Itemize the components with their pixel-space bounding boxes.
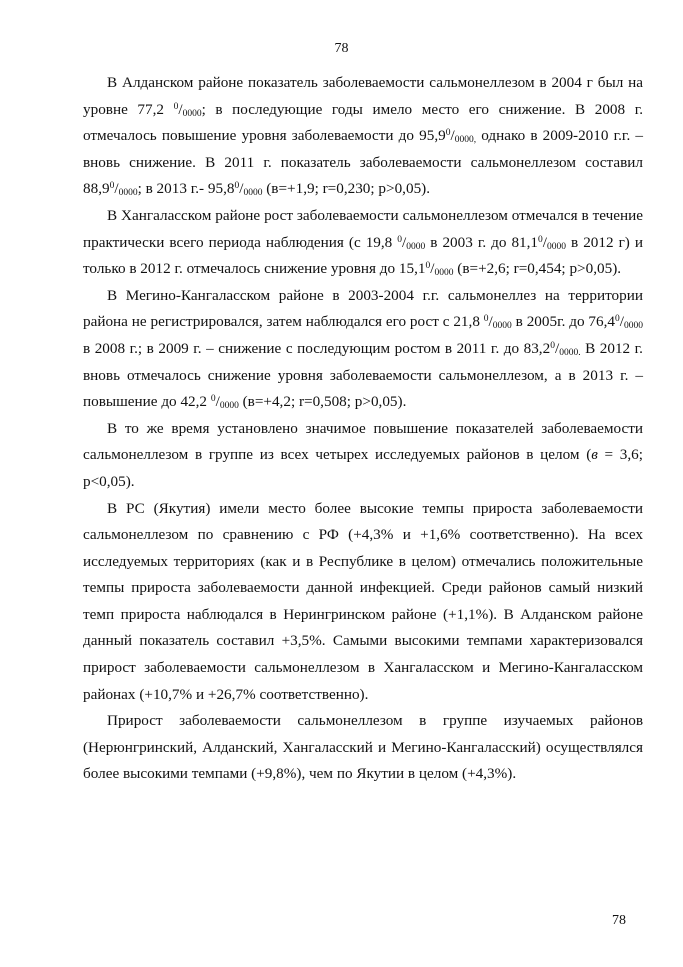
unit-sub: 0000 — [243, 188, 263, 199]
unit-sup: 0 — [615, 314, 620, 325]
unit-sup: 0 — [173, 101, 179, 112]
unit-sub: 0000 — [624, 321, 643, 332]
page-number-bottom: 78 — [612, 913, 626, 928]
page-number-top: 78 — [334, 41, 349, 56]
unit-sup: 0 — [445, 128, 451, 139]
text-run: однако в 2009-2010 г.г. – вновь снижение. В 2011 г. показатель заболеваемости сальмонеллезом составил 88,9 — [83, 127, 643, 198]
unit-sup: 0 — [425, 261, 431, 272]
paragraph-group-significance — [83, 416, 643, 496]
paragraph-khangalas: В Хангаласском районе рост заболеваемости сальмонеллезом отмечался в течение практически всего периода наблюдения (с 19,8 $^0/_{0000}$ в 2003 г. до $81,1^0/_{0000}$ в 2012 г) и только в 2012 г. отмечалось снижение уровня до $15,1^0/_{0000}$ (в=+2,6; r=0,454; p>0,05). — [83, 206, 643, 279]
unit-sup: 0 — [397, 234, 403, 245]
unit-sup: 0 — [210, 394, 216, 405]
unit-sub: 0000 — [118, 188, 138, 199]
text-run: ; в 2013 г.- 95,8 — [137, 180, 235, 198]
text-run: В 2012 г. вновь отмечалось снижение уровня заболеваемости сальмонеллезом, а в 2013 г. – повышение до 42,2 — [83, 339, 643, 411]
text-run: (в=+2,6; r=0,454; p>0,05). — [453, 260, 622, 278]
paragraph-growth-rates: В РС (Якутия) имели место более высокие темпы прироста заболеваемости сальмонеллезом по сравнению с РФ (+4,3% и +1,6% соответственно). На всех исследуемых территориях (как и в Республике в целом) отмечались положительные темпы прироста заболеваемости данной инфекцией. Среди районов самый низкий темп прироста наблюдался в Нерингринском районе (+1,1%). В Алданском районе данный показатель составил +3,5%. Самыми высокими темпами характеризовался прирост заболеваемости сальмонеллезом в Хангаласском и Мегино-Кангаласском районах (+10,7% и +26,7% соответственно). — [83, 499, 643, 703]
unit-sup: 0 — [109, 181, 115, 192]
text-run: (в=+1,9; r=0,230; p>0,05). — [262, 180, 431, 198]
text-run: (в=+4,2; r=0,508; p>0,05). — [238, 393, 407, 411]
paragraph-group-growth: Прирост заболеваемости сальмонеллезом в группе изучаемых районов (Нерюнгринский, Алданский, Хангаласский и Мегино-Кангаласский) осуществлялся более высокими темпами (+9,8%), чем по Якутии в целом (+4,3%). — [83, 712, 643, 783]
unit-sup: 0 — [550, 340, 555, 351]
text-run: в 2008 г.; в 2009 г. – снижение с последующим ростом в 2011 г. до 83,2 — [83, 339, 551, 357]
text-run: В то же время установлено значимое повышение показателей заболеваемости сальмонеллезом в группе из всех четырех исследуемых районов в целом ( — [83, 419, 643, 464]
text-run: В Мегино-Кангаласском районе в 2003-2004 г.г. сальмонеллез на территории района не регистрировался, затем наблюдался его рост с 21,8 — [83, 286, 643, 331]
paragraph-aldan: В Алданском районе показатель заболеваемости сальмонеллезом в 2004 г был на уровне 77,2 $^0/_{0000}$; в последующие годы имело место его снижение. В 2008 г. отмечалось повышение уровня заболеваемости до $95,9^0/_{0000,}$ однако в 2009-2010 г.г. – вновь снижение. В 2011 г. показатель заболеваемости сальмонеллезом составил $88,9^0/_{0000}$; в 2013 г.- $95,8^0/_{0000}$ (в=+1,9; r=0,230; p>0,05). — [83, 74, 644, 199]
paragraph-megino-kangalas: В Мегино-Кангаласском районе в 2003-2004 г.г. сальмонеллез на территории района не регистрировался, затем наблюдался его рост с 21,8 $^0/_{0000}$ в 2005г. до $76,4^0/_{0000}$ в 2008 г.; в 2009 г. – снижение с последующим ростом в 2011 г. до $83,2^0/_{0000.}$ В 2012 г. вновь отмечалось снижение уровня заболеваемости сальмонеллезом, а в 2013 г. – повышение до 42,2 $^0/_{0000}$ (в=+4,2; r=0,508; p>0,05). — [83, 286, 643, 412]
unit-sub: 0000 — [434, 268, 454, 279]
unit-sub: 0000 — [219, 401, 239, 412]
unit-sub-digits: 0000 — [559, 347, 579, 358]
unit-sub: 0000 — [547, 241, 567, 252]
text-run: в 2005г. до 76,4 — [511, 313, 616, 331]
unit-sub: 0000, — [454, 135, 477, 146]
text-run: в 2012 г) и только в 2012 г. отмечалось снижение уровня до 15,1 — [83, 233, 643, 278]
unit-sub-digits: 0000 — [454, 135, 474, 146]
unit-sup: 0 — [234, 181, 240, 192]
text-run: В Хангаласском районе рост заболеваемости сальмонеллезом отмечался в течение практически всего периода наблюдения (с 19,8 — [83, 206, 643, 251]
unit-sub: 0000 — [406, 241, 426, 252]
italic-coefficient: в — [591, 446, 598, 464]
unit-sub: 0000 — [182, 108, 202, 119]
text-run: = 3,6; p<0,05). — [83, 446, 643, 490]
text-run: в 2003 г. до 81,1 — [425, 233, 539, 251]
unit-sub: 0000 — [492, 321, 512, 332]
unit-sup: 0 — [538, 234, 543, 245]
unit-sup: 0 — [483, 314, 489, 325]
text-run: ; в последующие годы имело место его снижение. В 2008 г. отмечалось повышение уровня заболеваемости до 95,9 — [83, 100, 644, 145]
text-run: В Алданском районе показатель заболеваемости сальмонеллезом в 2004 г был на уровне 77,2 — [83, 74, 643, 118]
body-text — [83, 70, 643, 788]
unit-sub: 0000. — [559, 347, 581, 358]
